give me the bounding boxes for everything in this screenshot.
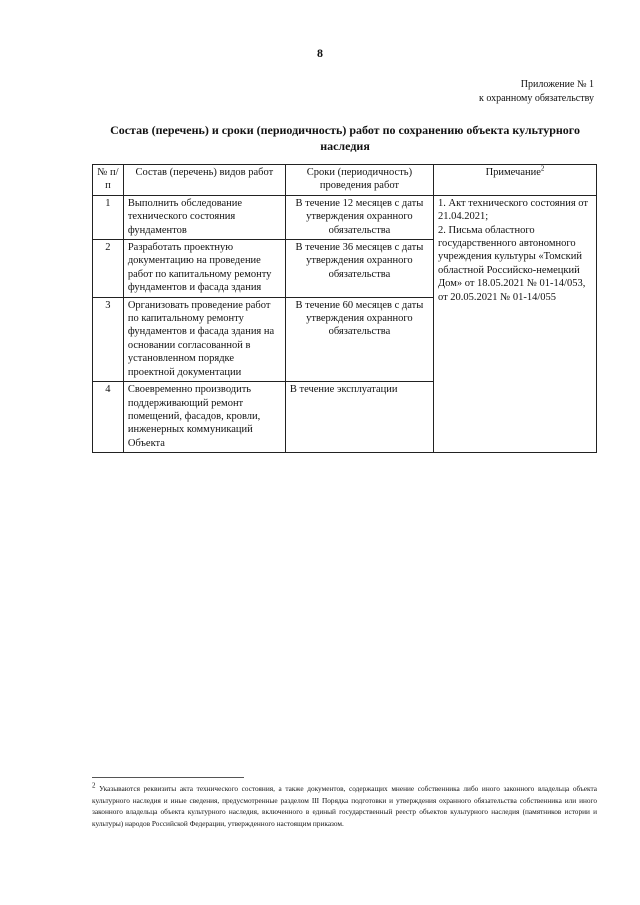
footnote-separator [92, 777, 244, 778]
row-3-num: 3 [93, 297, 124, 381]
row-2-term: В течение 36 месяцев с даты утверждения охранного обязательства [285, 240, 433, 298]
row-4-num: 4 [93, 382, 124, 453]
row-1-term: В течение 12 месяцев с даты утверждения охранного обязательства [285, 195, 433, 239]
table-header-row [93, 165, 597, 196]
row-1-work: Выполнить обследование технического состояния фундаментов [123, 195, 285, 239]
row-3-term: В течение 60 месяцев с даты утверждения охранного обязательства [285, 297, 433, 381]
page-number: 8 [317, 46, 323, 60]
footnote [92, 783, 597, 829]
table-row [93, 195, 597, 239]
footnote-marker: 2 [92, 781, 96, 790]
row-2-num: 2 [93, 240, 124, 298]
annex-reference [479, 78, 594, 106]
document-title: Состав (перечень) и сроки (периодичность) работ по сохранению объекта культурного наследия [110, 123, 580, 153]
row-1-num: 1 [93, 195, 124, 239]
annex-line-1: Приложение № 1 [520, 79, 594, 90]
row-3-work: Организовать проведение работ по капитальному ремонту фундаментов и фасада здания на основании согласованной в установленном порядке проектной документации [123, 297, 285, 381]
row-4-term: В течение эксплуатации [285, 382, 433, 453]
header-work: Состав (перечень) видов работ [123, 165, 285, 196]
header-note-label: Примечание [485, 167, 541, 178]
works-table [92, 164, 597, 453]
header-term: Сроки (периодичность) проведения работ [285, 165, 433, 196]
header-num: № п/п [93, 165, 124, 196]
header-note [433, 165, 596, 196]
note-cell [433, 195, 596, 452]
note-text: 1. Акт технического состояния от 21.04.2021; 2. Письма областного государственного автономного учреждения культуры «Томский областной Российско-немецкий Дом» от 18.05.2021 № 01-14/053, от 20.05.2021 № 01-14/055 [437, 197, 588, 303]
header-note-footnote-marker: 2 [540, 164, 545, 173]
footnote-text: Указываются реквизиты акта технического состояния, а также документов, содержащих мнение собственника либо иного законного владельца объекта культурного наследия и иные сведения, предусмотренные разделом III Порядка подготовки и утверждения охранного обязательства собственника или иного законного владельца объекта культурного наследия, включенного в единый государственный реестр объектов культурного наследия (памятников истории и культуры) народов Российской Федерации, утвержденного настоящим приказом. [92, 784, 598, 828]
row-2-work: Разработать проектную документацию на проведение работ по капитальному ремонту фундаментов и фасада здания [123, 240, 285, 298]
annex-line-2: к охранному обязательству [478, 93, 594, 104]
row-4-work: Своевременно производить поддерживающий ремонт помещений, фасадов, кровли, инженерных коммуникаций Объекта [123, 382, 285, 453]
